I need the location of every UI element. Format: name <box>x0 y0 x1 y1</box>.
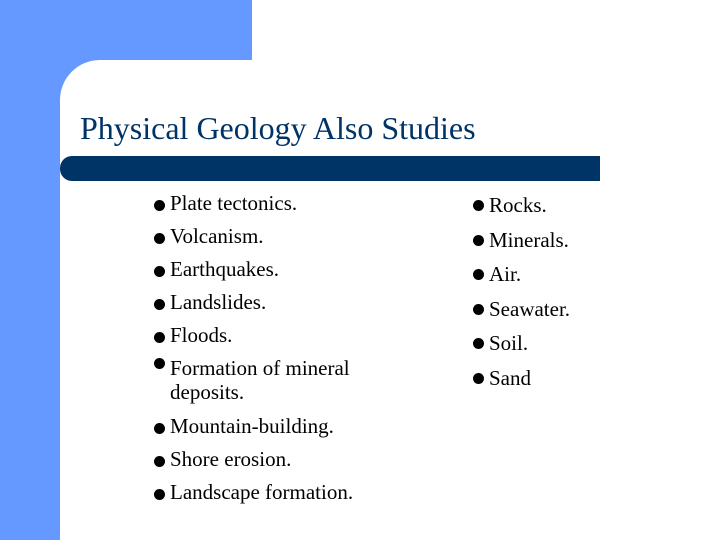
bullet-icon <box>473 373 484 384</box>
list-item: Sand <box>473 361 673 396</box>
list-item: Rocks. <box>473 188 673 223</box>
bullet-icon <box>154 299 165 310</box>
list-item: Earthquakes. <box>154 253 434 286</box>
bullet-icon <box>473 269 484 280</box>
bullet-icon <box>473 235 484 246</box>
list-item: Landslides. <box>154 286 434 319</box>
bullet-icon <box>154 358 165 369</box>
left-bullet-list <box>154 187 434 509</box>
list-item: Volcanism. <box>154 220 434 253</box>
slide-title: Physical Geology Also Studies <box>80 110 476 146</box>
list-item: Shore erosion. <box>154 443 434 476</box>
bullet-icon <box>154 233 165 244</box>
right-bullet-list <box>473 188 673 395</box>
left-accent-bar <box>0 0 60 540</box>
list-item: Minerals. <box>473 223 673 258</box>
bullet-icon <box>154 456 165 467</box>
bullet-icon <box>154 200 165 211</box>
bullet-icon <box>154 423 165 434</box>
list-item: Landscape formation. <box>154 476 434 509</box>
list-item: Plate tectonics. <box>154 187 434 220</box>
bullet-icon <box>154 332 165 343</box>
title-underline-bar <box>60 156 600 181</box>
top-accent-block <box>0 0 252 60</box>
list-item: Mountain-building. <box>154 410 434 443</box>
list-item: Floods. <box>154 319 434 352</box>
bullet-icon <box>154 266 165 277</box>
list-item: Soil. <box>473 326 673 361</box>
bullet-icon <box>154 489 165 500</box>
list-item: Air. <box>473 257 673 292</box>
list-item: Seawater. <box>473 292 673 327</box>
bullet-icon <box>473 304 484 315</box>
bullet-icon <box>473 338 484 349</box>
list-item: Formation of mineral deposits. <box>154 352 434 410</box>
bullet-icon <box>473 200 484 211</box>
